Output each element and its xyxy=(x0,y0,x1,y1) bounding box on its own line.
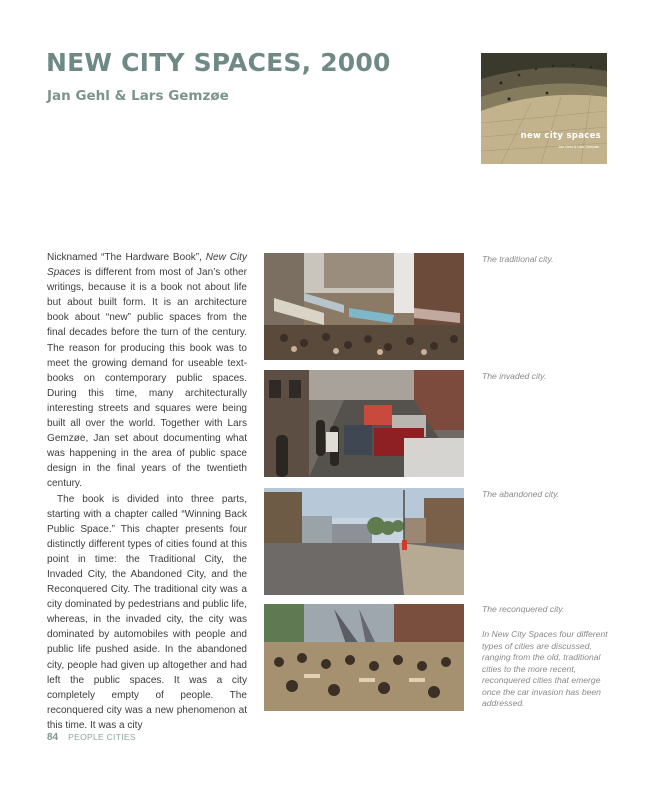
page-number: 84 xyxy=(47,732,59,743)
page-footer xyxy=(47,732,136,743)
photo-reconquered-city xyxy=(264,604,464,711)
caption-invaded: The invaded city. xyxy=(482,371,547,381)
page-title: NEW CITY SPACES, 2000 xyxy=(46,48,391,77)
photo-invaded-city xyxy=(264,370,464,477)
photo-traditional-city xyxy=(264,253,464,360)
book-title-italic: New City Spaces xyxy=(47,252,247,279)
cover-title: new city spaces xyxy=(520,131,601,141)
cover-authors: Jan Gehl & Lars Gemzøe xyxy=(558,145,599,149)
photo-abandoned-city xyxy=(264,488,464,595)
body-paragraph-2: The book is divided into three parts, starting with a chapter called “Winning Back Public Space.” This chapter presents four distinctly different types of cities found at this point in time: the Traditional City, the Invaded City, the Abandoned City, and the Reconquered City. The traditional city was a city dominated by pedestrians and public life, whereas, in the invaded city, the city was dominated by automobiles with people and public life pushed aside. In the abandoned city, people had given up altogether and had left the public spaces. It was a city completely empty of people. The reconquered city was a new phenomenon at this time. It was a city xyxy=(47,493,247,731)
caption-abandoned: The abandoned city. xyxy=(482,489,560,499)
section-name: PEOPLE CITIES xyxy=(68,732,136,742)
caption-traditional: The traditional city. xyxy=(482,254,554,264)
caption-note: In New City Spaces four different types of cities are discussed, ranging from the old, traditional cities to the more recent, reconquered cities that emerge once the car invasion has been addressed. xyxy=(482,629,608,708)
caption-reconquered: The reconquered city. xyxy=(482,604,565,614)
authors-subtitle: Jan Gehl & Lars Gemzøe xyxy=(47,88,229,104)
body-text xyxy=(47,250,247,733)
book-cover-image xyxy=(481,53,607,164)
body-paragraph-1: Nicknamed “The Hardware Book”, New City Spaces is different from most of Jan’s other writings, because it is a book not about life but about built form. It is an architecture book about “new” public spaces from the final decades before the turn of the century. The reason for producing this book was to meet the growing demand for useable text-books on contemporary public spaces. During this time, many architecturally interesting streets and squares were being built all over the world. Together with Lars Gemzøe, Jan set about documenting what was happening in the area of public space design in the final years of the twentieth century. xyxy=(47,252,247,490)
